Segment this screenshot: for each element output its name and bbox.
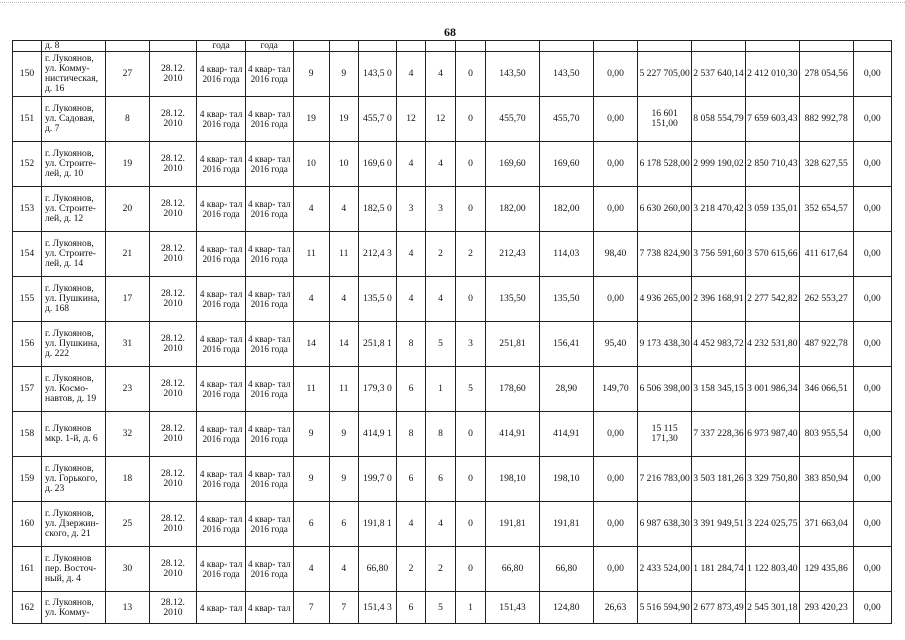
cell-cost-local: 262 553,27 (799, 277, 853, 322)
cell-quarter-actual: 4 квар- тал 2016 года (245, 502, 293, 547)
cell-units: 6 (397, 367, 426, 412)
cell-units: 6 (397, 457, 426, 502)
cell-area-municipal: 98,40 (593, 232, 638, 277)
cell-cost-total: 4 936 265,00 (638, 277, 692, 322)
cell-area-municipal: 95,40 (593, 322, 638, 367)
cell-cost-total: 6 506 398,00 (638, 367, 692, 412)
cell-count: 17 (106, 277, 149, 322)
cell-area-total: 151,43 (486, 592, 540, 624)
cell-cost-fund: 8 058 554,79 (692, 97, 746, 142)
cell-quarter-planned: 4 квар- тал 2016 года (197, 142, 246, 187)
cell-area-municipal: 0,00 (593, 457, 638, 502)
cell-count: 8 (106, 97, 149, 142)
cell-area-private: 182,00 (539, 187, 593, 232)
table-row (13, 232, 892, 277)
cell-cost-total: 15 115 171,30 (638, 412, 692, 457)
table-row (13, 52, 892, 97)
cell-area: 199,7 0 (358, 457, 396, 502)
cell-units: 8 (397, 412, 426, 457)
cell-quarter-actual: 4 квар- тал 2016 года (245, 277, 293, 322)
cell-residents: 7 (293, 592, 329, 624)
cell-cost-other: 0,00 (853, 187, 891, 232)
cell-count: 13 (106, 592, 149, 624)
cell-area: 212,4 3 (358, 232, 396, 277)
cell-date: 28.12. 2010 (149, 52, 197, 97)
cell-cost-total: 2 433 524,00 (638, 547, 692, 592)
cell-quarter-planned: 4 квар- тал 2016 года (197, 52, 246, 97)
cell-cost-other: 0,00 (853, 457, 891, 502)
cell-cost-regional: 3 059 135,01 (745, 187, 799, 232)
cell-date: 28.12. 2010 (149, 502, 197, 547)
cell-cost-total: 7 216 783,00 (638, 457, 692, 502)
cell-address: г. Лукоянов пер. Восточ- ный, д. 4 (41, 547, 105, 592)
cell-quarter-planned: 4 квар- тал 2016 года (197, 367, 246, 412)
cell-residents-relocated: 4 (329, 187, 358, 232)
cell-cost-total: 5 227 705,00 (638, 52, 692, 97)
cell-area-private: 114,03 (539, 232, 593, 277)
table-row (13, 547, 892, 592)
cell-row-number: 153 (13, 187, 42, 232)
cell-area: 151,4 3 (358, 592, 396, 624)
cell-quarter-actual: 4 квар- тал 2016 года (245, 367, 293, 412)
cell-area-private: 455,70 (539, 97, 593, 142)
cell-cost-local: 352 654,57 (799, 187, 853, 232)
cell-area-total: 143,50 (486, 52, 540, 97)
cell-row-number: 152 (13, 142, 42, 187)
cell-units-private: 12 (426, 97, 456, 142)
cell-cost-fund: 3 218 470,42 (692, 187, 746, 232)
cell-cost-other: 0,00 (853, 277, 891, 322)
cell-row-number: 156 (13, 322, 42, 367)
cell-date: 28.12. 2010 (149, 322, 197, 367)
cell-area-municipal: 0,00 (593, 142, 638, 187)
cell-date: 28.12. 2010 (149, 277, 197, 322)
table-row (13, 322, 892, 367)
cell-residents: 4 (293, 277, 329, 322)
cell-units: 12 (397, 97, 426, 142)
cell-area-private: 28,90 (539, 367, 593, 412)
cell-address: г. Лукоянов, ул. Строите- лей, д. 12 (41, 187, 105, 232)
cell-residents-relocated: 6 (329, 502, 358, 547)
page-number: 68 (444, 25, 456, 39)
table-row (13, 187, 892, 232)
cell-count: 21 (106, 232, 149, 277)
cell-quarter-planned: 4 квар- тал 2016 года (197, 277, 246, 322)
cell-quarter: года (245, 41, 293, 52)
cell-count: 20 (106, 187, 149, 232)
cell-units: 4 (397, 277, 426, 322)
cell-residents: 19 (293, 97, 329, 142)
cell-residents-relocated: 9 (329, 412, 358, 457)
cell-cost-regional: 3 570 615,66 (745, 232, 799, 277)
cell-units-private: 4 (426, 502, 456, 547)
cell-address: г. Лукоянов, ул. Горького, д. 23 (41, 457, 105, 502)
cell-units-private: 1 (426, 367, 456, 412)
cell-date: 28.12. 2010 (149, 142, 197, 187)
cell-cost-local: 278 054,56 (799, 52, 853, 97)
cell-count: 31 (106, 322, 149, 367)
cell-date: 28.12. 2010 (149, 547, 197, 592)
cell-residents-relocated: 14 (329, 322, 358, 367)
cell-units-municipal: 0 (456, 547, 486, 592)
cell-residents: 4 (293, 547, 329, 592)
cell-residents: 11 (293, 232, 329, 277)
cell-residents-relocated: 7 (329, 592, 358, 624)
cell-residents: 9 (293, 52, 329, 97)
cell-area-municipal: 0,00 (593, 502, 638, 547)
cell-units: 4 (397, 142, 426, 187)
cell-row-number: 162 (13, 592, 42, 624)
cell-row-number: 154 (13, 232, 42, 277)
cell-cost-fund: 2 396 168,91 (692, 277, 746, 322)
cell-cost-other: 0,00 (853, 502, 891, 547)
cell-quarter: года (197, 41, 246, 52)
cell-units: 4 (397, 232, 426, 277)
cell-area-municipal: 149,70 (593, 367, 638, 412)
cell-cost-fund: 2 999 190,02 (692, 142, 746, 187)
cell-residents-relocated: 9 (329, 457, 358, 502)
cell-cost-regional: 2 412 010,30 (745, 52, 799, 97)
cell-area-private: 124,80 (539, 592, 593, 624)
cell-quarter-planned: 4 квар- тал 2016 года (197, 412, 246, 457)
cell-area-private: 198,10 (539, 457, 593, 502)
cell-units-private: 6 (426, 457, 456, 502)
cell-count: 23 (106, 367, 149, 412)
cell-cost-regional: 4 232 531,80 (745, 322, 799, 367)
cell-units-municipal: 0 (456, 187, 486, 232)
cell-cost-other: 0,00 (853, 322, 891, 367)
cell-count: 30 (106, 547, 149, 592)
cell-area: 143,5 0 (358, 52, 396, 97)
cell-area-private: 169,60 (539, 142, 593, 187)
cell-cost-regional: 6 973 987,40 (745, 412, 799, 457)
cell-cost-other: 0,00 (853, 367, 891, 412)
cell-cost-total: 6 630 260,00 (638, 187, 692, 232)
cell-cost-regional: 3 224 025,75 (745, 502, 799, 547)
cell-units: 2 (397, 547, 426, 592)
cell-quarter-actual: 4 квар- тал 2016 года (245, 322, 293, 367)
cell-cost-local: 487 922,78 (799, 322, 853, 367)
cell-cost-total: 9 173 438,30 (638, 322, 692, 367)
cell-quarter-actual: 4 квар- тал 2016 года (245, 187, 293, 232)
cell-units-municipal: 0 (456, 52, 486, 97)
cell-quarter-planned: 4 квар- тал 2016 года (197, 97, 246, 142)
cell-units-municipal: 1 (456, 592, 486, 624)
cell-area-total: 414,91 (486, 412, 540, 457)
table-row (13, 502, 892, 547)
cell-area-total: 66,80 (486, 547, 540, 592)
table-row-continuation (13, 41, 892, 52)
table-row (13, 367, 892, 412)
cell-row-number: 159 (13, 457, 42, 502)
cell-cost-regional: 2 545 301,18 (745, 592, 799, 624)
cell-cost-other: 0,00 (853, 52, 891, 97)
cell-quarter-planned: 4 квар- тал 2016 года (197, 322, 246, 367)
cell-units-municipal: 0 (456, 277, 486, 322)
cell-units-municipal: 0 (456, 412, 486, 457)
cell-count: 18 (106, 457, 149, 502)
cell-area-municipal: 0,00 (593, 97, 638, 142)
cell-quarter-planned: 4 квар- тал 2016 года (197, 457, 246, 502)
cell-cost-local: 346 066,51 (799, 367, 853, 412)
cell-address: г. Лукоянов, ул. Строите- лей, д. 10 (41, 142, 105, 187)
cell-quarter-planned: 4 квар- тал 2016 года (197, 547, 246, 592)
cell-units-municipal: 2 (456, 232, 486, 277)
cell-quarter-actual: 4 квар- тал 2016 года (245, 412, 293, 457)
table-row (13, 277, 892, 322)
cell-area-total: 178,60 (486, 367, 540, 412)
cell-row-number: 160 (13, 502, 42, 547)
cell-date: 28.12. 2010 (149, 232, 197, 277)
cell-cost-local: 882 992,78 (799, 97, 853, 142)
cell-cost-other: 0,00 (853, 547, 891, 592)
cell-address: г. Лукоянов, ул. Пушкина, д. 168 (41, 277, 105, 322)
cell-area: 251,8 1 (358, 322, 396, 367)
cell-cost-fund: 4 452 983,72 (692, 322, 746, 367)
cell-cost-regional: 7 659 603,43 (745, 97, 799, 142)
cell-units-private: 2 (426, 547, 456, 592)
cell-row-number: 158 (13, 412, 42, 457)
cell-cost-regional: 3 329 750,80 (745, 457, 799, 502)
cell-quarter-actual: 4 квар- тал 2016 года (245, 547, 293, 592)
cell-area-total: 135,50 (486, 277, 540, 322)
cell-date: 28.12. 2010 (149, 592, 197, 624)
cell-cost-total: 6 178 528,00 (638, 142, 692, 187)
cell-area-private: 143,50 (539, 52, 593, 97)
cell-residents: 10 (293, 142, 329, 187)
cell-area-municipal: 0,00 (593, 547, 638, 592)
cell-address: г. Лукоянов, ул. Пушкина, д. 222 (41, 322, 105, 367)
scan-top-edge (0, 2, 905, 3)
cell-area-municipal: 0,00 (593, 52, 638, 97)
cell-units: 3 (397, 187, 426, 232)
cell-cost-fund: 2 677 873,49 (692, 592, 746, 624)
cell-cost-regional: 1 122 803,40 (745, 547, 799, 592)
cell-units-private: 4 (426, 142, 456, 187)
cell-residents-relocated: 4 (329, 547, 358, 592)
cell-units-private: 5 (426, 322, 456, 367)
cell-count: 19 (106, 142, 149, 187)
cell-area-private: 156,41 (539, 322, 593, 367)
cell-cost-total: 7 738 824,90 (638, 232, 692, 277)
cell-units-private: 4 (426, 277, 456, 322)
cell-area-municipal: 0,00 (593, 277, 638, 322)
cell-address: г. Лукоянов, ул. Комму- (41, 592, 105, 624)
cell-units-municipal: 0 (456, 502, 486, 547)
cell-quarter-actual: 4 квар- тал (245, 592, 293, 624)
housing-register-table (12, 40, 892, 624)
cell-residents: 9 (293, 457, 329, 502)
cell-address: г. Лукоянов, ул. Космо- навтов, д. 19 (41, 367, 105, 412)
cell-date: 28.12. 2010 (149, 457, 197, 502)
cell-area: 191,8 1 (358, 502, 396, 547)
cell-quarter-planned: 4 квар- тал 2016 года (197, 187, 246, 232)
cell-address: г. Лукоянов, ул. Садовая, д. 7 (41, 97, 105, 142)
cell-address: г. Лукоянов мкр. 1-й, д. 6 (41, 412, 105, 457)
cell-cost-total: 6 987 638,30 (638, 502, 692, 547)
cell-area-private: 135,50 (539, 277, 593, 322)
cell-area: 179,3 0 (358, 367, 396, 412)
table-row (13, 592, 892, 624)
cell-area: 455,7 0 (358, 97, 396, 142)
cell-residents-relocated: 10 (329, 142, 358, 187)
cell-area-total: 251,81 (486, 322, 540, 367)
cell-quarter-actual: 4 квар- тал 2016 года (245, 457, 293, 502)
cell-row-number: 150 (13, 52, 42, 97)
cell-quarter-actual: 4 квар- тал 2016 года (245, 97, 293, 142)
cell-area-municipal: 0,00 (593, 187, 638, 232)
cell-cost-fund: 1 181 284,74 (692, 547, 746, 592)
cell-residents: 11 (293, 367, 329, 412)
cell-quarter-planned: 4 квар- тал 2016 года (197, 502, 246, 547)
cell-date: 28.12. 2010 (149, 412, 197, 457)
cell-cost-local: 371 663,04 (799, 502, 853, 547)
cell-count: 27 (106, 52, 149, 97)
cell-area: 182,5 0 (358, 187, 396, 232)
cell-area-private: 414,91 (539, 412, 593, 457)
cell-cost-other: 0,00 (853, 142, 891, 187)
cell-cost-fund: 7 337 228,36 (692, 412, 746, 457)
cell-units: 4 (397, 52, 426, 97)
cell-units-municipal: 0 (456, 97, 486, 142)
cell-area: 414,9 1 (358, 412, 396, 457)
cell-date: 28.12. 2010 (149, 187, 197, 232)
cell-quarter-actual: 4 квар- тал 2016 года (245, 232, 293, 277)
cell-area-total: 212,43 (486, 232, 540, 277)
cell-residents-relocated: 19 (329, 97, 358, 142)
cell-quarter-planned: 4 квар- тал 2016 года (197, 232, 246, 277)
cell-residents: 9 (293, 412, 329, 457)
cell-row-number: 157 (13, 367, 42, 412)
cell-units: 6 (397, 592, 426, 624)
cell-row-number: 155 (13, 277, 42, 322)
cell-units: 8 (397, 322, 426, 367)
cell-count: 25 (106, 502, 149, 547)
cell-area: 66,80 (358, 547, 396, 592)
cell-units-municipal: 5 (456, 367, 486, 412)
cell-cost-local: 411 617,64 (799, 232, 853, 277)
cell-units-private: 4 (426, 52, 456, 97)
cell-cost-regional: 2 277 542,82 (745, 277, 799, 322)
cell-residents-relocated: 4 (329, 277, 358, 322)
cell-cost-regional: 2 850 710,43 (745, 142, 799, 187)
cell-count: 32 (106, 412, 149, 457)
cell-cost-local: 129 435,86 (799, 547, 853, 592)
cell-area: 169,6 0 (358, 142, 396, 187)
cell-area-total: 455,70 (486, 97, 540, 142)
cell-units-municipal: 0 (456, 457, 486, 502)
cell-cost-local: 383 850,94 (799, 457, 853, 502)
cell-units-municipal: 3 (456, 322, 486, 367)
cell-quarter-actual: 4 квар- тал 2016 года (245, 142, 293, 187)
cell-area-total: 198,10 (486, 457, 540, 502)
cell-residents: 4 (293, 187, 329, 232)
cell-cost-other: 0,00 (853, 232, 891, 277)
cell-date: 28.12. 2010 (149, 97, 197, 142)
cell-address: г. Лукоянов, ул. Строите- лей, д. 14 (41, 232, 105, 277)
cell-residents: 6 (293, 502, 329, 547)
cell-units-private: 5 (426, 592, 456, 624)
table-row (13, 142, 892, 187)
cell-units: 4 (397, 502, 426, 547)
cell-row-number: 161 (13, 547, 42, 592)
cell-area-private: 191,81 (539, 502, 593, 547)
cell-cost-fund: 3 503 181,26 (692, 457, 746, 502)
cell-cost-local: 803 955,54 (799, 412, 853, 457)
cell-area-total: 182,00 (486, 187, 540, 232)
cell-address: г. Лукоянов, ул. Комму- нистическая, д. 16 (41, 52, 105, 97)
cell-residents-relocated: 9 (329, 52, 358, 97)
cell-quarter-planned: 4 квар- тал (197, 592, 246, 624)
cell-address: д. 8 (41, 41, 105, 52)
cell-residents: 14 (293, 322, 329, 367)
cell-address: г. Лукоянов, ул. Дзержин- ского, д. 21 (41, 502, 105, 547)
cell-residents-relocated: 11 (329, 232, 358, 277)
cell-cost-other: 0,00 (853, 97, 891, 142)
cell-area: 135,5 0 (358, 277, 396, 322)
table-row (13, 457, 892, 502)
cell-cost-fund: 2 537 640,14 (692, 52, 746, 97)
cell-area-municipal: 26,63 (593, 592, 638, 624)
cell-area-municipal: 0,00 (593, 412, 638, 457)
cell-area-total: 169,60 (486, 142, 540, 187)
cell-units-municipal: 0 (456, 142, 486, 187)
cell-quarter-actual: 4 квар- тал 2016 года (245, 52, 293, 97)
cell-units-private: 3 (426, 187, 456, 232)
cell-cost-local: 328 627,55 (799, 142, 853, 187)
cell-cost-fund: 3 756 591,60 (692, 232, 746, 277)
cell-residents-relocated: 11 (329, 367, 358, 412)
cell-area-private: 66,80 (539, 547, 593, 592)
cell-cost-other: 0,00 (853, 592, 891, 624)
cell-cost-fund: 3 158 345,15 (692, 367, 746, 412)
cell-cost-total: 16 601 151,00 (638, 97, 692, 142)
table-row (13, 97, 892, 142)
cell-cost-local: 293 420,23 (799, 592, 853, 624)
cell-row-number: 151 (13, 97, 42, 142)
cell-area-total: 191,81 (486, 502, 540, 547)
cell-date: 28.12. 2010 (149, 367, 197, 412)
cell-units-private: 8 (426, 412, 456, 457)
cell-cost-total: 5 516 594,90 (638, 592, 692, 624)
cell-cost-regional: 3 001 986,34 (745, 367, 799, 412)
cell-cost-other: 0,00 (853, 412, 891, 457)
table-row (13, 412, 892, 457)
cell-units-private: 2 (426, 232, 456, 277)
cell-cost-fund: 3 391 949,51 (692, 502, 746, 547)
